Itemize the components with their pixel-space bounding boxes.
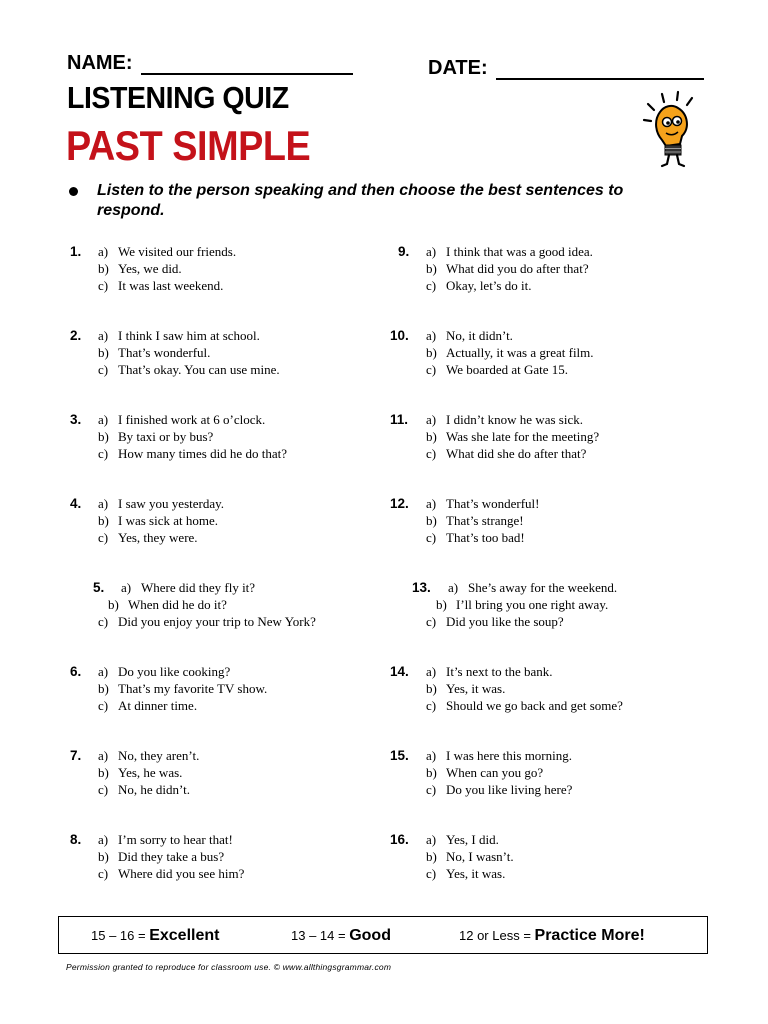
lightbulb-icon — [640, 90, 710, 170]
option-a[interactable]: a) No, it didn’t. — [426, 328, 513, 343]
question-number: 10. — [390, 328, 409, 343]
date-label: DATE: — [428, 57, 488, 79]
option-b[interactable]: b) No, I wasn’t. — [426, 849, 514, 864]
bullet-icon — [69, 187, 78, 196]
option-c[interactable]: c) Yes, they were. — [98, 530, 198, 545]
option-a[interactable]: a) It’s next to the bank. — [426, 664, 553, 679]
option-a[interactable]: a) I was here this morning. — [426, 748, 573, 763]
option-b[interactable]: b) Yes, he was. — [98, 765, 183, 780]
option-c[interactable]: c) How many times did he do that? — [98, 446, 287, 461]
option-c[interactable]: c) What did she do after that? — [426, 446, 587, 461]
option-c[interactable]: c) Did you like the soup? — [426, 614, 564, 629]
option-c[interactable]: c) Yes, it was. — [426, 866, 506, 881]
option-b[interactable]: b) By taxi or by bus? — [98, 429, 214, 444]
question-number: 2. — [70, 328, 82, 343]
option-b[interactable]: b) That’s wonderful. — [98, 345, 211, 360]
option-c[interactable]: c) Where did you see him? — [98, 866, 245, 881]
question-number: 3. — [70, 412, 82, 427]
option-b[interactable]: b) Actually, it was a great film. — [426, 345, 594, 360]
name-field[interactable] — [67, 52, 353, 75]
option-a[interactable]: a) I’m sorry to hear that! — [98, 832, 233, 847]
option-c[interactable]: c) Okay, let’s do it. — [426, 278, 532, 293]
option-c[interactable]: c) Should we go back and get some? — [426, 698, 623, 713]
question-number: 15. — [390, 748, 409, 763]
option-c[interactable]: c) Did you enjoy your trip to New York? — [98, 614, 316, 629]
option-b[interactable]: b) Yes, we did. — [98, 261, 182, 276]
question-number: 8. — [70, 832, 82, 847]
option-a[interactable]: a) Yes, I did. — [426, 832, 499, 847]
score-practice: 12 or Less = Practice More! — [459, 927, 645, 944]
option-b[interactable]: b) I was sick at home. — [98, 513, 219, 528]
question-number: 4. — [70, 496, 82, 511]
option-c[interactable]: c) At dinner time. — [98, 698, 198, 713]
option-a[interactable]: a) Do you like cooking? — [98, 664, 231, 679]
option-b[interactable]: b) That’s my favorite TV show. — [98, 681, 268, 696]
option-a[interactable]: a) I didn’t know he was sick. — [426, 412, 583, 427]
question-number: 12. — [390, 496, 409, 511]
question-number: 1. — [70, 244, 82, 259]
option-b[interactable]: b) Yes, it was. — [426, 681, 506, 696]
instruction-text: Listen to the person speaking and then choose the best sentences to respond. — [97, 182, 624, 219]
option-a[interactable]: a) I think I saw him at school. — [98, 328, 260, 343]
option-a[interactable]: a) I finished work at 6 o’clock. — [98, 412, 266, 427]
option-b[interactable]: b) Did they take a bus? — [98, 849, 225, 864]
option-c[interactable]: c) We boarded at Gate 15. — [426, 362, 569, 377]
option-a[interactable]: a) I saw you yesterday. — [98, 496, 225, 511]
option-a[interactable]: a) No, they aren’t. — [98, 748, 200, 763]
question-number: 7. — [70, 748, 82, 763]
question-number: 13. — [412, 580, 431, 595]
option-c[interactable]: c) It was last weekend. — [98, 278, 224, 293]
footer-permission: Permission granted to reproduce for classroom use. © www.allthingsgrammar.com — [66, 962, 392, 972]
question-number: 16. — [390, 832, 409, 847]
date-field[interactable] — [428, 57, 704, 80]
option-b[interactable]: b) When did he do it? — [108, 597, 227, 612]
scoring-box — [58, 916, 708, 954]
question-number: 11. — [390, 412, 409, 427]
option-c[interactable]: c) That’s okay. You can use mine. — [98, 362, 280, 377]
name-blank-line[interactable] — [141, 53, 353, 75]
score-good: 13 – 14 = Good — [291, 927, 391, 944]
page-title: LISTENING QUIZ — [67, 80, 289, 115]
option-c[interactable]: c) That’s too bad! — [426, 530, 525, 545]
option-b[interactable]: b) That’s strange! — [426, 513, 524, 528]
option-c[interactable]: c) No, he didn’t. — [98, 782, 190, 797]
name-label: NAME: — [67, 52, 133, 74]
option-b[interactable]: b) When can you go? — [426, 765, 544, 780]
question-number: 14. — [390, 664, 409, 679]
instruction — [69, 181, 689, 221]
option-a[interactable]: a) Where did they fly it? — [121, 580, 256, 595]
option-c[interactable]: c) Do you like living here? — [426, 782, 573, 797]
option-b[interactable]: b) What did you do after that? — [426, 261, 589, 276]
score-excellent: 15 – 16 = Excellent — [91, 927, 220, 944]
option-a[interactable]: a) I think that was a good idea. — [426, 244, 593, 259]
page-subtitle: PAST SIMPLE — [66, 122, 311, 169]
question-number: 9. — [398, 244, 410, 259]
option-a[interactable]: a) She’s away for the weekend. — [448, 580, 618, 595]
option-a[interactable]: a) That’s wonderful! — [426, 496, 540, 511]
question-number: 5. — [93, 580, 105, 595]
option-a[interactable]: a) We visited our friends. — [98, 244, 237, 259]
option-b[interactable]: b) Was she late for the meeting? — [426, 429, 600, 444]
question-number: 6. — [70, 664, 82, 679]
date-blank-line[interactable] — [496, 58, 704, 80]
option-b[interactable]: b) I’ll bring you one right away. — [436, 597, 609, 612]
